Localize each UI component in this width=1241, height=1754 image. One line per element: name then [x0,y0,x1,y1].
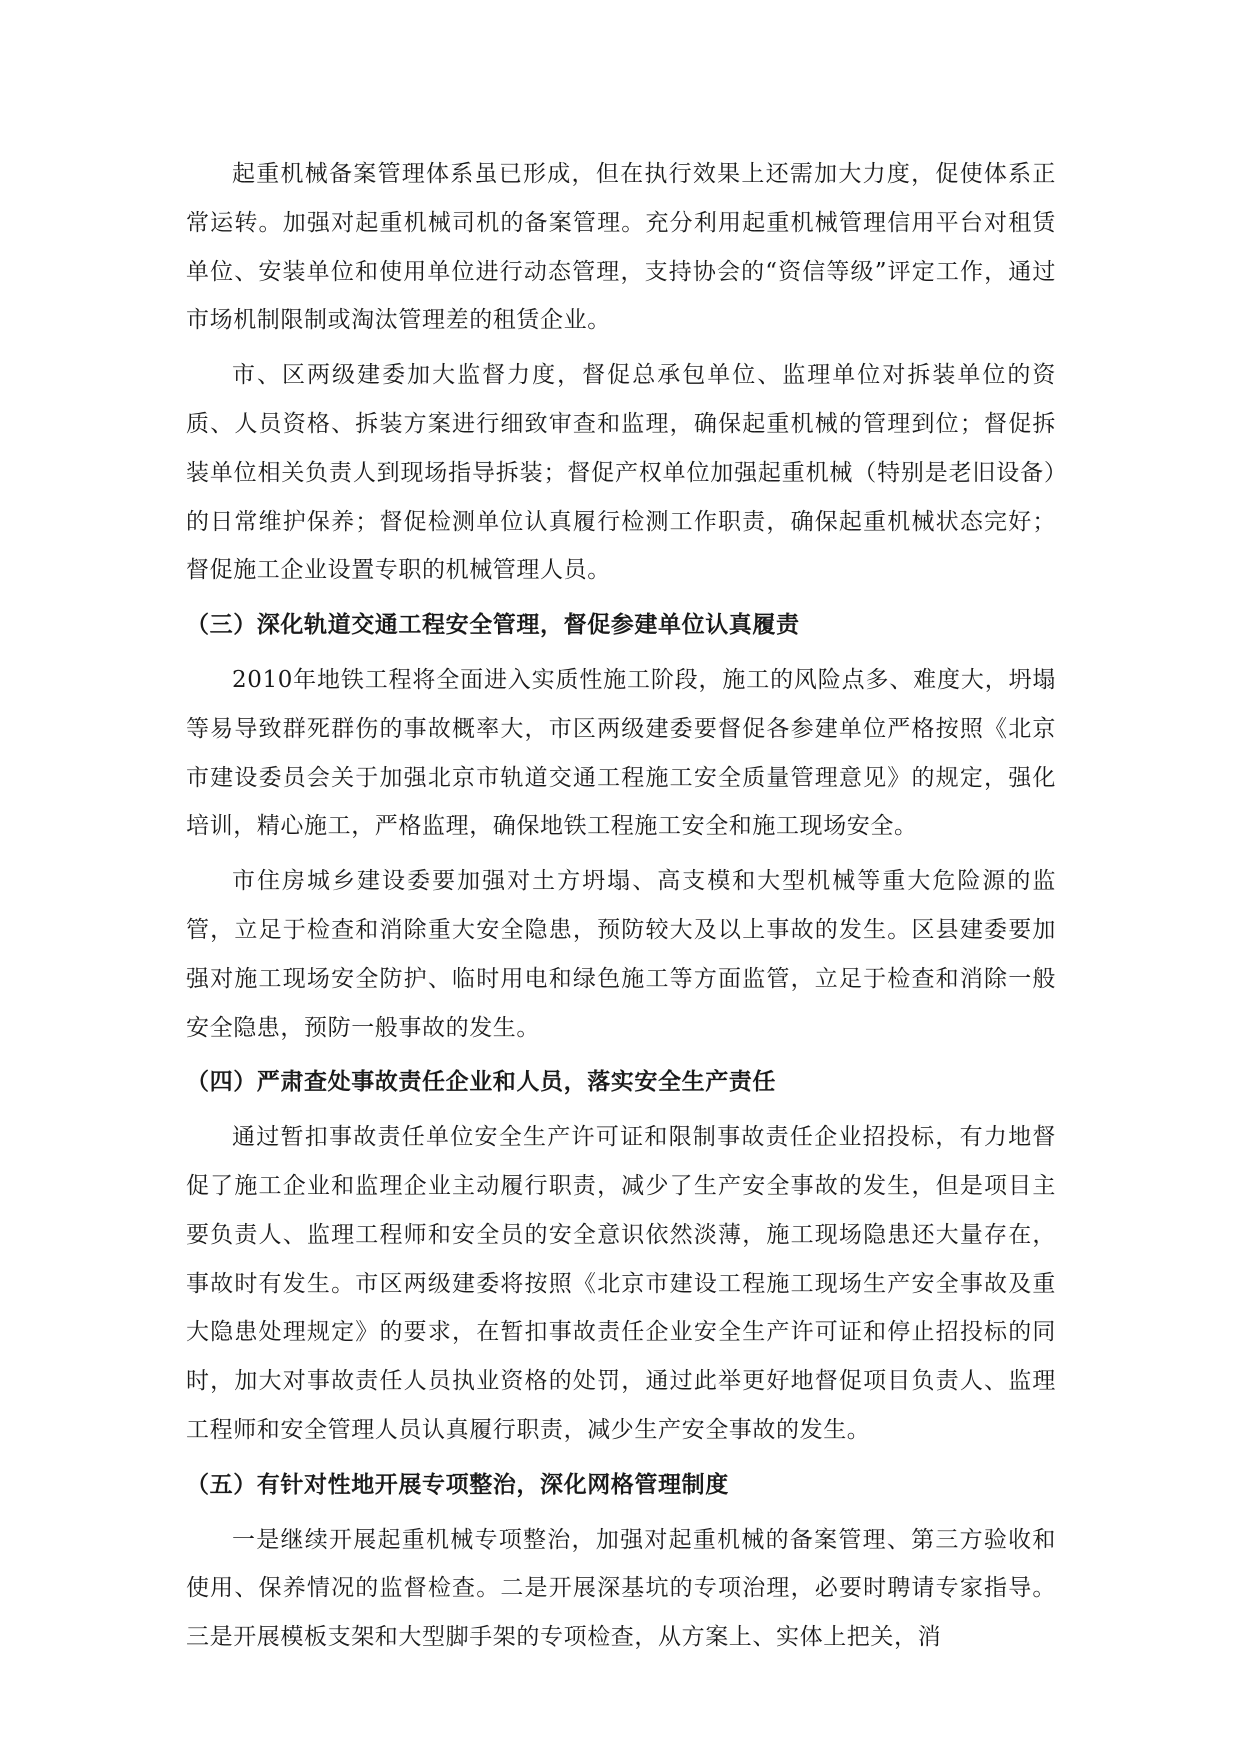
paragraph-supervision: 市、区两级建委加大监督力度，督促总承包单位、监理单位对拆装单位的资质、人员资格、拆装方案进行细致审查和监理，确保起重机械的管理到位；督促拆装单位相关负责人到现场指导拆装；督促产权单位加强起重机械（特别是老旧设备）的日常维护保养；督促检测单位认真履行检测工作职责，确保起重机械状态完好；督促施工企业设置专职的机械管理人员。 [186,362,1056,584]
paragraph-special-rectification: 一是继续开展起重机械专项整治，加强对起重机械的备案管理、第三方验收和使用、保养情况的监督检查。二是开展深基坑的专项治理，必要时聘请专家指导。三是开展模板支架和大型脚手架的专项检查，从方案上、实体上把关，消 [186,1526,1056,1651]
document-body [186,150,1056,1668]
paragraph-crane-registration: 起重机械备案管理体系虽已形成，但在执行效果上还需加大力度，促使体系正常运转。加强对起重机械司机的备案管理。充分利用起重机械管理信用平台对租赁单位、安装单位和使用单位进行动态管理，支持协会的“资信等级”评定工作，通过市场机制限制或淘汰管理差的租赁企业。 [186,161,1056,334]
section-heading-3: （三）深化轨道交通工程安全管理，督促参建单位认真履责 [186,612,800,639]
paragraph-hazard-supervision: 市住房城乡建设委要加强对土方坍塌、高支模和大型机械等重大危险源的监管，立足于检查和消除重大安全隐患，预防较大及以上事故的发生。区县建委要加强对施工现场安全防护、临时用电和绿色施工等方面监管，立足于检查和消除一般安全隐患，预防一般事故的发生。 [186,868,1056,1041]
paragraph-accountability: 通过暂扣事故责任单位安全生产许可证和限制事故责任企业招投标，有力地督促了施工企业和监理企业主动履行职责，减少了生产安全事故的发生，但是项目主要负责人、监理工程师和安全员的安全意识依然淡薄，施工现场隐患还大量存在，事故时有发生。市区两级建委将按照《北京市建设工程施工现场生产安全事故及重大隐患处理规定》的要求，在暂扣事故责任企业安全生产许可证和停止招投标的同时，加大对事故责任人员执业资格的处罚，通过此举更好地督促项目负责人、监理工程师和安全管理人员认真履行职责，减少生产安全事故的发生。 [186,1124,1056,1443]
section-heading-5: （五）有针对性地开展专项整治，深化网格管理制度 [186,1471,729,1498]
paragraph-subway: 2010年地铁工程将全面进入实质性施工阶段，施工的风险点多、难度大，坍塌等易导致群死群伤的事故概率大，市区两级建委要督促各参建单位严格按照《北京市建设委员会关于加强北京市轨道交通工程施工安全质量管理意见》的规定，强化培训，精心施工，严格监理，确保地铁工程施工安全和施工现场安全。 [186,666,1056,840]
section-heading-4: （四）严肃查处事故责任企业和人员，落实安全生产责任 [186,1069,776,1096]
